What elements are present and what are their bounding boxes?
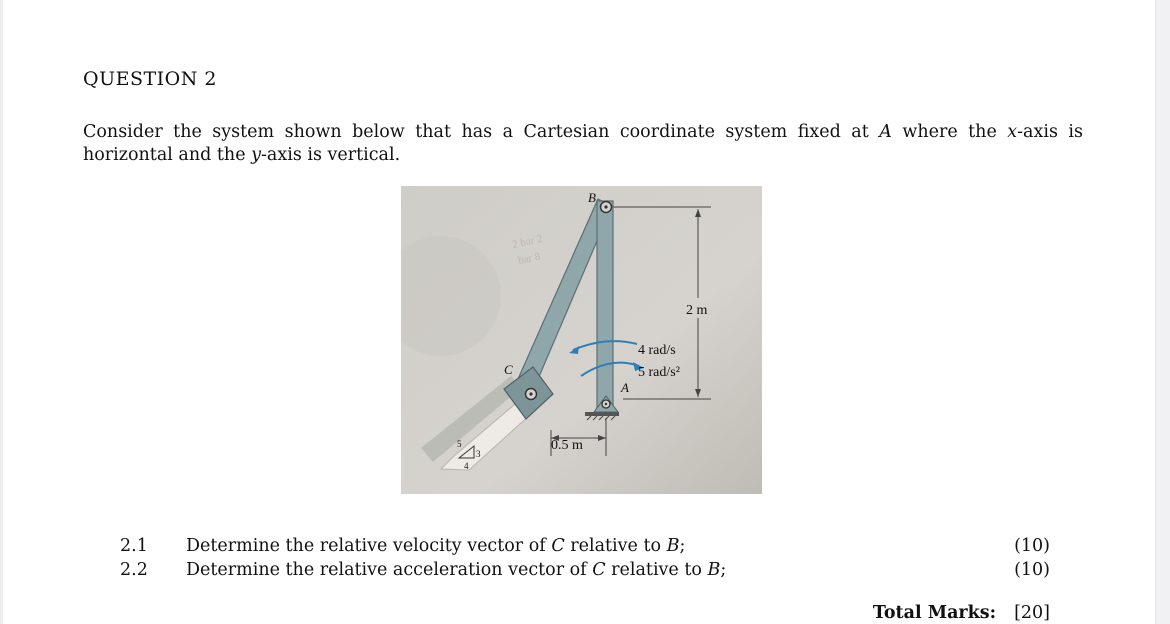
slope-5: 5 — [457, 439, 462, 449]
question-intro: Consider the system shown below that has a Cartesian coordinate system fixed at A where the x-axis is horizontal and the y-axis is vertical. — [83, 122, 1083, 165]
width-dimension: 0.5 m — [551, 438, 583, 453]
total-marks — [873, 603, 1050, 623]
slope-4: 4 — [464, 461, 469, 471]
faded-text-2: bar 8 — [517, 250, 542, 267]
part-number: 2.2 — [120, 560, 148, 580]
question-part-2-1 — [120, 536, 1050, 560]
part-text: Determine the relative acceleration vector of C relative to B; — [186, 560, 727, 580]
total-marks-value: [20] — [1014, 603, 1050, 623]
question-heading: QUESTION 2 — [83, 68, 217, 90]
support-a-base — [585, 412, 619, 416]
label-b: B — [588, 190, 596, 205]
faded-text-1: 2 bar 2 — [511, 232, 544, 251]
total-marks-label: Total Marks: — [872, 603, 997, 623]
rod-ab — [597, 201, 613, 415]
alpha-label: 5 rad/s² — [638, 365, 680, 380]
slope-3: 3 — [476, 449, 481, 459]
page-edge-left — [0, 0, 3, 624]
page-edge-right — [1155, 0, 1170, 624]
label-c: C — [504, 362, 513, 377]
mechanism-figure — [401, 186, 762, 494]
height-dimension: 2 m — [686, 303, 708, 318]
part-marks: (10) — [1014, 536, 1050, 556]
question-part-2-2 — [120, 560, 1050, 584]
label-a: A — [621, 380, 629, 395]
part-number: 2.1 — [120, 536, 148, 556]
part-marks: (10) — [1014, 560, 1050, 580]
omega-label: 4 rad/s — [638, 343, 676, 358]
part-text: Determine the relative velocity vector of C relative to B; — [186, 536, 686, 556]
